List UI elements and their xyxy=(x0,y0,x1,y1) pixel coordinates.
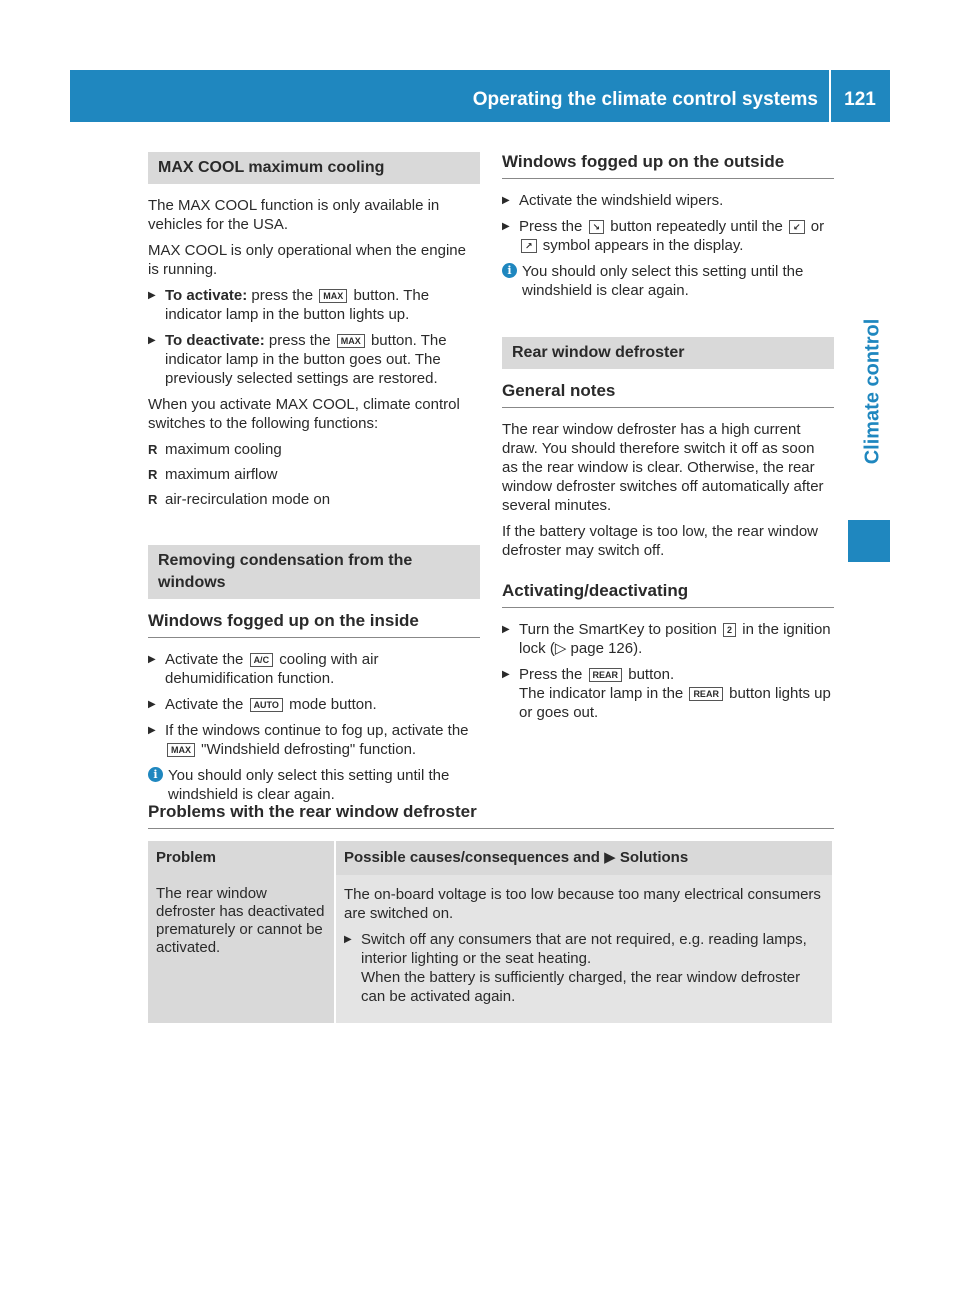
page-number: 121 xyxy=(844,89,876,110)
side-tab xyxy=(848,300,890,500)
activating-step-2-pre: Press the xyxy=(519,666,583,683)
air-distribution-icon: ↘ xyxy=(589,220,605,234)
inside-step-2 xyxy=(148,695,480,714)
activating-step-1-post: in the ignition lock (▷ page 126). xyxy=(519,621,831,657)
inside-step-3-post: "Windshield defrosting" function. xyxy=(201,741,417,758)
table-header-row xyxy=(148,841,833,875)
left-column xyxy=(148,152,480,811)
ac-button-icon: A/C xyxy=(250,653,274,667)
activating-step-2-line2-post: button lights up or goes out. xyxy=(519,685,831,721)
problems-section xyxy=(148,802,834,1023)
outside-info xyxy=(502,262,834,300)
outside-step-2-mid: button repeatedly until the xyxy=(610,218,783,235)
rear-defroster-heading: Rear window defroster xyxy=(502,337,834,369)
inside-step-3 xyxy=(148,721,480,759)
outside-step-1: ▶ Activate the windshield wipers. xyxy=(502,191,834,210)
windshield-defrost-icon: MAX xyxy=(167,743,195,757)
activating-step-1 xyxy=(502,620,834,658)
info-icon: i xyxy=(502,263,517,278)
activating-step-2-line2-pre: The indicator lamp in the xyxy=(519,685,684,702)
cause-text: The on-board voltage is too low because too many electrical consumers are switched on. xyxy=(344,886,821,922)
deactivate-step xyxy=(148,331,480,388)
info-icon: i xyxy=(148,767,163,782)
inside-step-1 xyxy=(148,650,480,688)
solution-step-text-2: When the battery is sufficiently charged, the rear window defroster can be activated again. xyxy=(361,969,801,1005)
solutions-column-header xyxy=(335,841,833,875)
solutions-header-pre: Possible causes/consequences and xyxy=(344,849,600,866)
right-column xyxy=(502,152,834,729)
problem-cell: The rear window defroster has deactivated prematurely or cannot be activated. xyxy=(148,875,335,1023)
header-bar xyxy=(70,70,890,122)
inside-heading: Windows fogged up on the inside xyxy=(148,611,480,638)
inside-step-2-post: mode button. xyxy=(289,696,377,713)
outside-step-2-or: or xyxy=(810,218,825,235)
inside-step-2-pre: Activate the xyxy=(165,696,244,713)
outside-step-2 xyxy=(502,217,834,255)
air-distribution-icon: ↙ xyxy=(789,220,805,234)
solution-cell xyxy=(335,875,833,1023)
side-tab-label: Climate control xyxy=(861,318,884,465)
solution-step-text: Switch off any consumers that are not required, e.g. reading lamps, interior lighting or the seat heating. xyxy=(361,931,807,967)
list-item: R air-recirculation mode on xyxy=(148,490,480,509)
problems-table xyxy=(148,841,834,1023)
activating-step-1-pre: Turn the SmartKey to position xyxy=(519,621,717,638)
side-tab-block xyxy=(848,520,890,562)
activating-step-2-post: button. xyxy=(628,666,675,683)
activating-heading: Activating/deactivating xyxy=(502,581,834,608)
air-distribution-icon: ↗ xyxy=(521,239,537,253)
activate-post: button. The indicator lamp in the button lights up. xyxy=(165,287,430,323)
general-notes-p1: The rear window defroster has a high current draw. You should therefore switch it off as soon as the rear window is clear. Otherwise, the rear window defroster switches off automatically after several minutes. xyxy=(502,421,824,514)
list-item: R maximum airflow xyxy=(148,465,480,484)
deactivate-pre: press the xyxy=(268,332,331,349)
max-cool-heading: MAX COOL maximum cooling xyxy=(148,152,480,184)
max-button-icon: MAX xyxy=(337,334,365,348)
inside-step-3-pre: If the windows continue to fog up, activate the xyxy=(165,722,469,739)
solution-step xyxy=(344,930,824,1006)
inside-info xyxy=(148,766,480,804)
max-cool-p3: When you activate MAX COOL, climate control switches to the following functions: xyxy=(148,396,460,432)
activate-label: To activate: xyxy=(165,287,248,304)
outside-heading: Windows fogged up on the outside xyxy=(502,152,834,179)
max-cool-p1: The MAX COOL function is only available in vehicles for the USA. xyxy=(148,197,440,233)
deactivate-post: button. The indicator lamp in the button goes out. The previously selected settings are restored. xyxy=(165,332,447,387)
position-badge: 2 xyxy=(723,623,736,637)
rear-defrost-icon: REAR xyxy=(689,687,723,701)
max-button-icon: MAX xyxy=(319,289,347,303)
inside-step-1-post: cooling with air dehumidification function. xyxy=(165,651,379,687)
arrow-icon: ▶ xyxy=(604,849,616,866)
table-row xyxy=(148,875,833,1023)
general-notes-heading: General notes xyxy=(502,381,834,408)
activate-pre: press the xyxy=(251,287,314,304)
list-item: R maximum cooling xyxy=(148,440,480,459)
max-cool-p2: MAX COOL is only operational when the engine is running. xyxy=(148,242,466,278)
outside-step-2-pre: Press the xyxy=(519,218,583,235)
condensation-heading: Removing condensation from the windows xyxy=(148,545,480,599)
outside-step-2-post: symbol appears in the display. xyxy=(542,237,744,254)
header-title: Operating the climate control systems xyxy=(472,89,818,110)
header-separator xyxy=(829,70,831,122)
outside-info-text: You should only select this setting until the windshield is clear again. xyxy=(522,263,804,299)
solutions-header-post: Solutions xyxy=(619,849,689,866)
activate-step xyxy=(148,286,480,324)
rear-defrost-icon: REAR xyxy=(589,668,623,682)
activating-step-2 xyxy=(502,665,834,722)
inside-step-1-pre: Activate the xyxy=(165,651,244,668)
deactivate-label: To deactivate: xyxy=(165,332,265,349)
auto-button-icon: AUTO xyxy=(250,698,283,712)
problem-column-header: Problem xyxy=(148,841,335,875)
inside-info-text: You should only select this setting until the windshield is clear again. xyxy=(168,767,450,803)
general-notes-p2: If the battery voltage is too low, the rear window defroster may switch off. xyxy=(502,523,819,559)
problems-heading: Problems with the rear window defroster xyxy=(148,802,834,829)
